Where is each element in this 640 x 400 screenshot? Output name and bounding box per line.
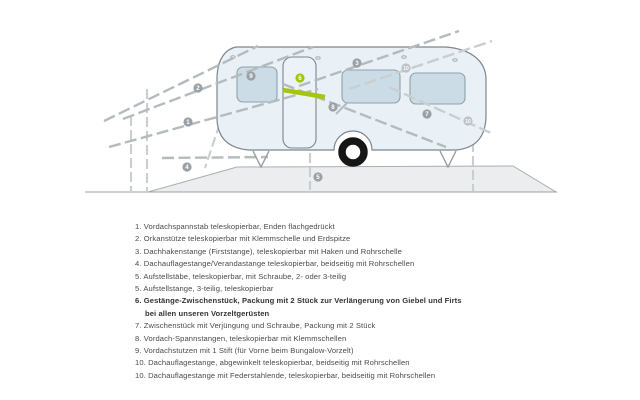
legend-item-text: Dachauflagestange mit Federstahlende, teleskopierbar, beidseitig mit Rohrschellen bbox=[148, 370, 436, 380]
legend-item-number: 4. bbox=[135, 259, 142, 269]
caravan-door bbox=[283, 57, 316, 148]
legend-item bbox=[135, 295, 471, 320]
part-marker-number: 10 bbox=[465, 119, 471, 126]
legend-item-text: Dachauflagestange/Verandastange teleskopierbar, beidseitig mit Rohrschellen bbox=[143, 259, 415, 269]
legend-item-number: 10. bbox=[135, 370, 146, 380]
part-marker-10 bbox=[463, 116, 472, 125]
legend-item-text: Aufstellstange, 3-teilig, teleskopierbar bbox=[143, 284, 274, 294]
caravan-window-rear bbox=[410, 73, 465, 104]
legend-item-number: 2. bbox=[135, 234, 142, 244]
legend-item-text: Gestänge-Zwischenstück, Packung mit 2 Stück zur Verlängerung von Giebel und Firts bei allen unseren Vorzeltgerüsten bbox=[143, 296, 462, 318]
part-marker-number: 3 bbox=[355, 60, 359, 68]
legend-item-text: Vordachspannstab teleskopierbar, Enden flachgedrückt bbox=[143, 222, 335, 231]
legend-item-text: Vordach-Spannstangen, teleskopierbar mit Klemmschellen bbox=[143, 333, 347, 343]
wheel bbox=[342, 141, 364, 163]
part-marker-2 bbox=[193, 83, 202, 92]
legend-item-number: 3. bbox=[135, 246, 142, 256]
part-marker-number: 10 bbox=[403, 66, 409, 73]
legend-item-number: 1. bbox=[135, 222, 142, 231]
caravan-window-front bbox=[237, 67, 277, 102]
part-marker-number: 7 bbox=[425, 111, 429, 119]
legend-item bbox=[135, 320, 471, 332]
legend-item-number: 9. bbox=[135, 346, 142, 356]
legend-item bbox=[135, 345, 471, 357]
part-marker-number: 1 bbox=[186, 119, 190, 127]
legend-item bbox=[135, 333, 471, 345]
part-marker-5 bbox=[313, 172, 322, 181]
part-marker-7 bbox=[422, 109, 431, 118]
legend-item-number: 8. bbox=[135, 333, 142, 343]
part-marker-number: 6 bbox=[298, 75, 302, 83]
part-marker-8 bbox=[328, 102, 337, 111]
legend-item-text: Zwischenstück mit Verjüngung und Schraube, Packung mit 2 Stück bbox=[143, 321, 376, 331]
part-marker-4 bbox=[182, 162, 191, 171]
legend-item-number: 7. bbox=[135, 321, 142, 331]
legend-item bbox=[135, 246, 471, 258]
legend-item bbox=[135, 271, 471, 283]
part-marker-number: 5 bbox=[316, 174, 320, 182]
part-marker-3 bbox=[352, 58, 361, 67]
part-marker-9 bbox=[246, 71, 255, 80]
legend-item-number: 5. bbox=[135, 284, 142, 294]
parts-legend bbox=[135, 221, 471, 382]
legend-item-number: 5. bbox=[135, 271, 142, 281]
part-marker-number: 2 bbox=[196, 85, 200, 93]
part-marker-6 bbox=[295, 73, 304, 82]
part-marker-number: 8 bbox=[331, 104, 335, 112]
rear-support-stand bbox=[440, 151, 456, 167]
legend-item bbox=[135, 357, 471, 369]
legend-item bbox=[135, 221, 471, 233]
legend-item-text: Orkanstütze teleskopierbar mit Klemmschelle und Erdspitze bbox=[143, 234, 351, 244]
legend-item-text: Aufstellstäbe, teleskopierbar, mit Schraube, 2- oder 3-teilig bbox=[143, 271, 347, 281]
ground-plane bbox=[148, 166, 556, 192]
legend-item-text: Dachauflagestange, abgewinkelt teleskopierbar, beidseitig mit Rohrschellen bbox=[148, 358, 410, 368]
part-marker-number: 9 bbox=[249, 73, 253, 81]
legend-item-text: Vordachstutzen mit 1 Stift (für Vorne beim Bungalow-Vorzelt) bbox=[143, 346, 354, 356]
part-marker-number: 4 bbox=[185, 164, 189, 172]
legend-item bbox=[135, 233, 471, 245]
legend-item-number: 6. bbox=[135, 296, 142, 306]
legend-item bbox=[135, 258, 471, 270]
legend-item-text: Dachhakenstange (Firststange), teleskopierbar mit Haken und Rohrschelle bbox=[143, 246, 403, 256]
frame-pole bbox=[162, 157, 268, 158]
legend-item bbox=[135, 370, 471, 382]
front-support-stand bbox=[253, 151, 269, 167]
part-marker-1 bbox=[183, 117, 192, 126]
legend-item bbox=[135, 283, 471, 295]
part-marker-10 bbox=[401, 63, 410, 72]
legend-item-number: 10. bbox=[135, 358, 146, 368]
